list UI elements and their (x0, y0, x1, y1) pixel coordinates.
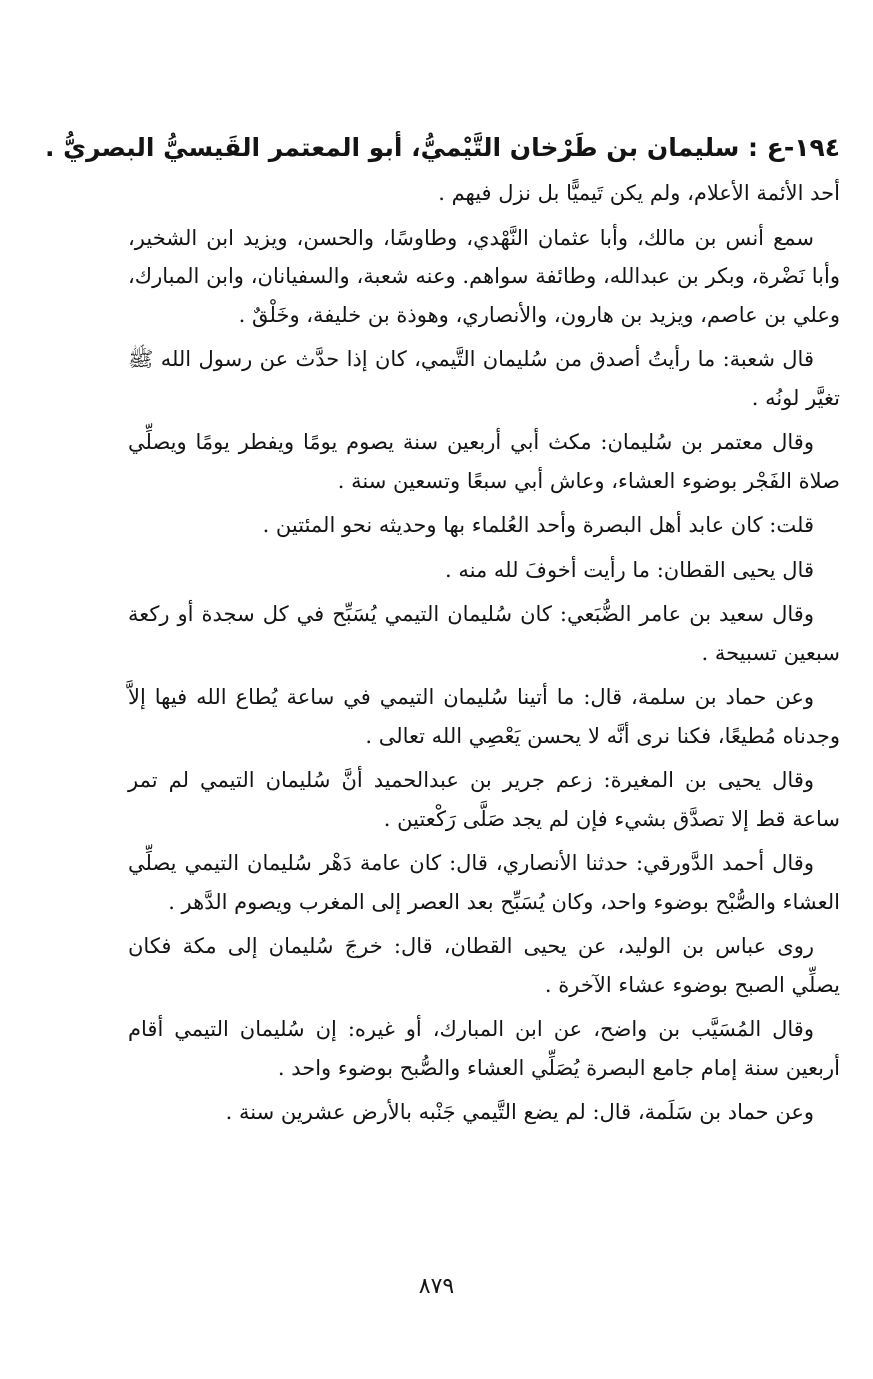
paragraph-dubai-quote: وقال سعيد بن عامر الضُّبَعي: كان سُليمان التيمي يُسَبِّح في كل سجدة أو ركعة سبعين تسبيحة . (128, 602, 840, 665)
paragraph-intro: أحد الأئمة الأعلام، ولم يكن تَيميًّا بل نزل فيهم . (438, 181, 840, 205)
paragraph-mutamir-quote: وقال معتمر بن سُليمان: مكث أبي أربعين سنة يصوم يومًا ويفطر يومًا ويصلِّي صلاة الفَجْر بوضوء العشاء، وعاش أبي سبعًا وتسعين سنة . (128, 430, 840, 493)
book-page-body (44, 126, 840, 1138)
paragraph-dawraqi-quote: وقال أحمد الدَّورقي: حدثنا الأنصاري، قال: كان عامة دَهْر سُليمان التيمي يصلِّي العشاء والصُّبْح بوضوء واحد، وكان يُسَبِّح بعد العصر إلى المغرب ويصوم الدَّهر . (128, 851, 840, 914)
paragraph-hammad-quote: وعن حماد بن سلمة، قال: ما أتينا سُليمان التيمي في ساعة يُطاع الله فيها إلاَّ وجدناه مُطيعًا، فكنا نرى أنَّه لا يحسن يَعْصِي الله تعالى . (128, 685, 840, 748)
paragraph-abbas-quote: روى عباس بن الوليد، عن يحيى القطان، قال: خرجَ سُليمان إلى مكة فكان يصلِّي الصبح بوضوء عشاء الآخرة . (128, 934, 840, 997)
page-number: ٨٧٩ (418, 1274, 455, 1299)
paragraph-hammad-second-quote: وعن حماد بن سَلَمة، قال: لم يضع التَّيمي جَنْبه بالأرض عشرين سنة . (225, 1100, 814, 1124)
paragraph-author-note: قلت: كان عابد أهل البصرة وأحد العُلماء بها وحديثه نحو المئتين . (262, 513, 814, 537)
paragraph-musayyab-quote: وقال المُسَيَّب بن واضح، عن ابن المبارك، أو غيره: إن سُليمان التيمي أقام أربعين سنة إمام جامع البصرة يُصَلِّي العشاء والصُّبح بوضوء واحد . (128, 1017, 840, 1080)
paragraph-mughira-quote: وقال يحيى بن المغيرة: زعم جرير بن عبدالحميد أنَّ سُليمان التيمي لم تمر ساعة قط إلا تصدَّق بشيء فإن لم يجد صَلَّى رَكْعتين . (128, 768, 840, 831)
paragraph-qattan-quote: قال يحيى القطان: ما رأيت أخوفَ لله منه . (445, 557, 814, 582)
entry-heading: ١٩٤-ع : سليمان بن طَرْخان التَّيْميُّ، أبو المعتمر القَيسيُّ البصريُّ . (44, 133, 840, 162)
paragraph-shuba-quote: قال شعبة: ما رأيتُ أصدق من سُليمان التَّيمي، كان إذا حدَّث عن رسول الله ﷺ تغيَّر لونُه . (128, 347, 840, 410)
paragraph-teachers-students: سمع أنس بن مالك، وأبا عثمان النَّهْدي، وطاوسًا، والحسن، ويزيد ابن الشخير، وأبا نَضْرة، وبكر بن عبدالله، وطائفة سواهم. وعنه شعبة، والسفيانان، وابن المبارك، وعلي بن عاصم، ويزيد بن هارون، والأنصاري، وهوذة بن خليفة، وخَلْقٌ . (128, 225, 840, 327)
